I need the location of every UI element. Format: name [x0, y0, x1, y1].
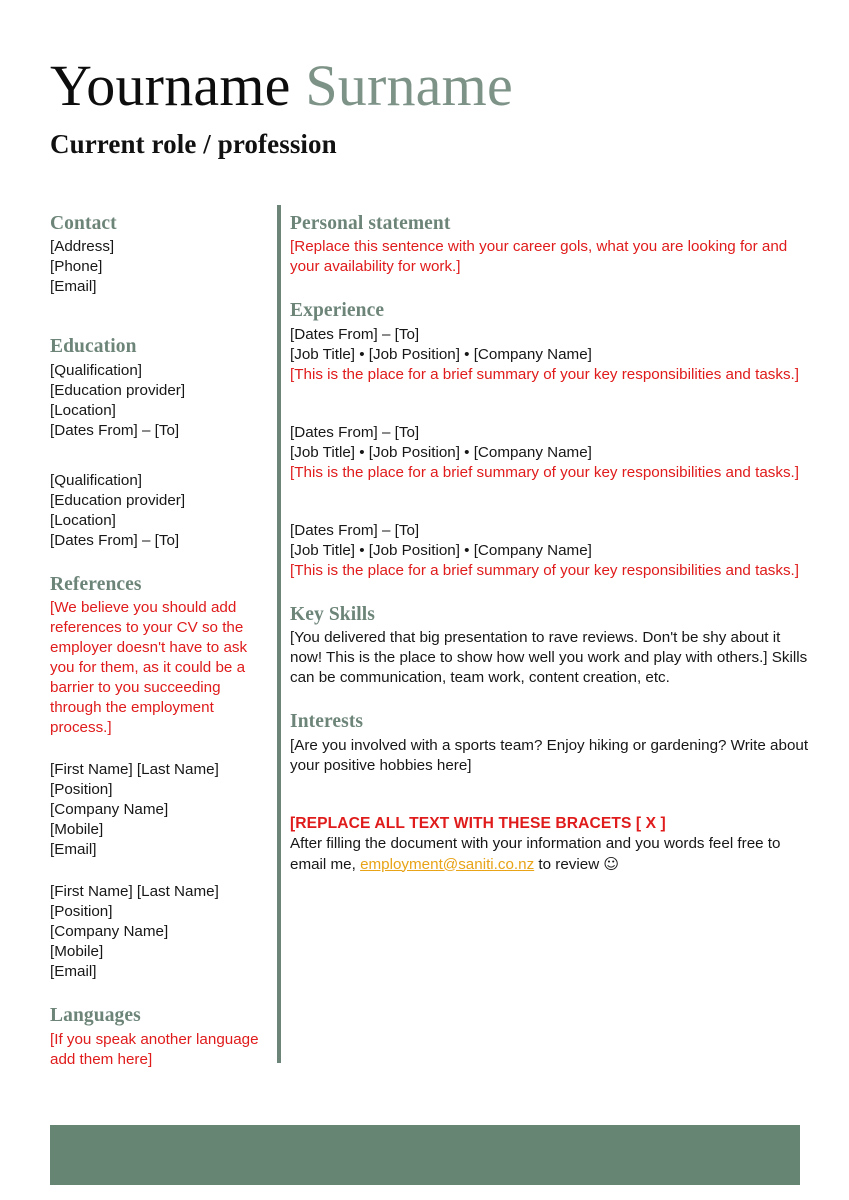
smiley-face-icon: ☺ — [603, 854, 620, 873]
education-dates: [Dates From] – [To] — [50, 421, 180, 439]
experience-dates: [Dates From] – [To] — [290, 423, 420, 441]
last-name: Surname — [305, 53, 513, 118]
current-role: Current role / profession — [50, 129, 337, 160]
footer-bar — [50, 1125, 800, 1185]
experience-dates: [Dates From] – [To] — [290, 325, 420, 343]
interests-note: [Are you involved with a sports team? Enjoy hiking or gardening? Write about your positive hobbies here] — [290, 736, 809, 774]
left-column — [50, 212, 265, 1070]
reference-entry — [50, 760, 265, 860]
spacer — [50, 441, 265, 471]
reference-name: [First Name] [Last Name] — [50, 883, 219, 901]
experience-summary: [This is the place for a brief summary of your key responsibilities and tasks.] — [290, 561, 799, 579]
spacer — [290, 688, 810, 710]
education-qualification: [Qualification] — [50, 471, 143, 489]
reference-position: [Position] — [50, 781, 113, 799]
spacer — [50, 551, 265, 573]
experience-summary: [This is the place for a brief summary of your key responsibilities and tasks.] — [290, 365, 799, 383]
reference-company: [Company Name] — [50, 923, 169, 941]
section-heading-interests: Interests — [290, 711, 364, 733]
section-heading-experience: Experience — [290, 300, 385, 322]
contact-email-link[interactable]: employment@saniti.co.nz — [360, 855, 535, 873]
column-divider — [277, 205, 281, 1063]
contact-phone: [Phone] — [50, 258, 103, 276]
education-qualification: [Qualification] — [50, 361, 143, 379]
references-note: [We believe you should add references to your CV so the employer doesn't have to ask you for them, as it could be a barrier to you succeeding through the employment process.] — [50, 599, 248, 737]
cv-header — [50, 53, 810, 160]
contact-email: [Email] — [50, 278, 97, 296]
experience-title-line: [Job Title] • [Job Position] • [Company Name] — [290, 541, 592, 559]
first-name: Yourname — [50, 53, 291, 118]
spacer — [290, 385, 810, 423]
reference-company: [Company Name] — [50, 801, 169, 819]
languages-note: [If you speak another language add them here] — [50, 1030, 259, 1068]
education-provider: [Education provider] — [50, 491, 186, 509]
right-column — [290, 212, 810, 875]
reference-entry — [50, 882, 265, 982]
section-heading-education: Education — [50, 336, 137, 358]
education-entry — [50, 471, 265, 551]
experience-summary: [This is the place for a brief summary of your key responsibilities and tasks.] — [290, 463, 799, 481]
reference-position: [Position] — [50, 903, 113, 921]
section-heading-references: References — [50, 573, 142, 595]
spacer — [50, 860, 265, 882]
replace-text-warning: [REPLACE ALL TEXT WITH THESE BRACETS [ X ] — [290, 814, 666, 832]
experience-entry — [290, 423, 810, 483]
section-heading-key-skills: Key Skills — [290, 603, 375, 625]
education-provider: [Education provider] — [50, 381, 186, 399]
section-heading-languages: Languages — [50, 1005, 141, 1027]
education-entry — [50, 361, 265, 441]
education-location: [Location] — [50, 511, 116, 529]
spacer — [50, 738, 265, 760]
experience-dates: [Dates From] – [To] — [290, 521, 420, 539]
reference-mobile: [Mobile] — [50, 821, 104, 839]
reference-email: [Email] — [50, 963, 97, 981]
section-heading-personal-statement: Personal statement — [290, 213, 451, 234]
instruction-text — [290, 834, 810, 875]
spacer — [50, 982, 265, 1004]
experience-entry — [290, 521, 810, 581]
spacer — [290, 483, 810, 521]
contact-address: [Address] — [50, 238, 115, 256]
spacer — [50, 297, 265, 335]
key-skills-note: [You delivered that big presentation to rave reviews. Don't be shy about it now! This is the place to show how well you work and play with others.] Skills can be communication, team work, content creation, etc. — [290, 629, 808, 687]
experience-title-line: [Job Title] • [Job Position] • [Company Name] — [290, 443, 592, 461]
spacer — [290, 776, 810, 814]
section-heading-contact: Contact — [50, 213, 117, 234]
reference-email: [Email] — [50, 841, 97, 859]
personal-statement-note: [Replace this sentence with your career gols, what you are looking for and your availability for work.] — [290, 238, 788, 276]
full-name — [50, 53, 810, 118]
reference-mobile: [Mobile] — [50, 943, 104, 961]
experience-title-line: [Job Title] • [Job Position] • [Company Name] — [290, 345, 592, 363]
instruction-text-before: After filling the document with your information and you words feel free to email me, — [290, 834, 781, 873]
experience-entry — [290, 325, 810, 385]
spacer — [290, 277, 810, 299]
instruction-text-after: to review — [534, 855, 604, 873]
spacer — [290, 581, 810, 603]
reference-name: [First Name] [Last Name] — [50, 761, 219, 779]
education-dates: [Dates From] – [To] — [50, 531, 180, 549]
education-location: [Location] — [50, 401, 116, 419]
